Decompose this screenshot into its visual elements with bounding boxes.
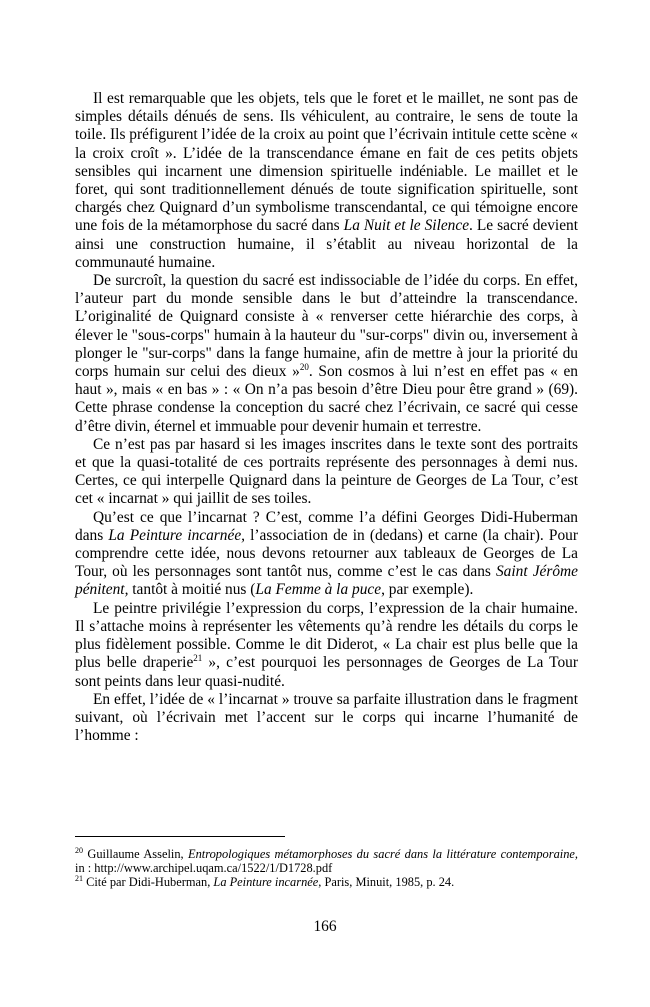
text-run: , par exemple). (381, 581, 474, 599)
text-run: Cité par Didi-Huberman, (83, 875, 214, 889)
italic-title: La Femme à la puce (255, 581, 382, 599)
italic-title: La Nuit et le Silence (343, 217, 470, 235)
footnote-ref: 21 (75, 873, 83, 883)
text-run: Il est remarquable que les objets, tels que le foret et le maillet, ne sont pas de simples détails dénués de sens. Ils véhiculent, au contraire, le sens de toute la toile. Ils préfigurent l’idée de la croix au point que l’écrivain intitule cette scène « la croix croît ». L’idée de la transcendance émane en fait de ces petits objets sensibles qui incarnent une dimension spirituelle indéniable. Le maillet et le foret, qui sont traditionnellement dénués de toute signification spirituelle, sont chargés chez Quignard d’un symbolisme transcendantal, ce qui témoigne encore une fois de la métamorphose du sacré dans (75, 90, 578, 235)
italic-title: La Peinture incarnée, (108, 526, 246, 544)
text-run: En effet, l’idée de « l’incarnat » trouve sa parfaite illustration dans le fragment suivant, où l’écrivain met l’accent sur le corps qui incarne l’humanité de l’homme : (75, 690, 578, 745)
footnotes (75, 836, 578, 889)
italic-title: Entropologiques métamorphoses du sacré dans la littérature contemporaine, (188, 847, 578, 861)
footnote-separator (75, 836, 285, 837)
footnote-ref: 20 (75, 845, 83, 855)
paragraph (75, 691, 578, 746)
text-run: , Paris, Minuit, 1985, p. 24. (318, 875, 455, 889)
text-run: De surcroît, la question du sacré est indissociable de l’idée du corps. En effet, l’auteur part du monde sensible dans le but d’atteindre la transcendance. L’originalité de Quignard consiste à « renverser cette hiérarchie des corps, à élever le "sous-corps" humain à la hauteur du "sur-corps" divin ou, inversement à plonger le "sur-corps" dans la fange humaine, afin de mettre à jour la priorité du corps humain sur celui des dieux » (75, 272, 578, 381)
text-run: », c’est pourquoi les personnages de Georges de La Tour sont peints dans leur quasi-nudité. (75, 654, 578, 690)
text-run: . Le sacré devient ainsi une construction humaine, il s’établit au niveau horizontal de la communauté humaine. (75, 217, 578, 271)
body-text (75, 90, 578, 745)
italic-title: Saint Jérôme pénitent, (75, 563, 579, 599)
footnote (75, 847, 578, 875)
text-run: Le peintre privilégie l’expression du corps, l’expression de la chair humaine. Il s’attache moins à représenter les vêtements qu’à rendre les détails du corps le plus fidèlement possible. Comme le dit Diderot, « La chair est plus belle que la plus belle draperie (75, 599, 578, 672)
footnote-ref: 21 (193, 653, 203, 664)
paragraph (75, 509, 578, 600)
text-run: . Son cosmos à lui n’est en effet pas « en haut », mais « en bas » : « On n’a pas besoin d’être Dieu pour être grand » (69). Cette phrase condense la conception du sacré chez l’écrivain, ce sacré qui cesse d’être divin, éternel et immuable pour devenir humain et terrestre. (75, 363, 578, 435)
paragraph (75, 436, 578, 509)
text-run: Qu’est ce que l’incarnat ? C’est, comme l’a défini Georges Didi-Huberman dans (75, 508, 578, 544)
paragraph (75, 272, 578, 436)
text-run: tantôt à moitié nus ( (128, 581, 256, 599)
footnote-ref: 20 (299, 361, 309, 372)
page-number: 166 (313, 918, 337, 935)
footnote (75, 875, 578, 889)
text-run: Ce n’est pas par hasard si les images inscrites dans le texte sont des portraits et que la quasi-totalité de ces portraits représente des personnages à demi nus. Certes, ce qui interpelle Quignard dans la peinture de Georges de La Tour, c’est cet « incarnat » qui jaillit de ses toiles. (75, 435, 578, 508)
paragraph (75, 90, 578, 272)
text-run: Guillaume Asselin, (83, 847, 188, 861)
text-run: l’association de in (dedans) et carne (la chair). Pour comprendre cette idée, nous devons retourner aux tableaux de Georges de La Tour, où les personnages sont tantôt nus, comme c’est le cas dans (75, 526, 578, 581)
text-run: in : http://www.archipel.uqam.ca/1522/1/D1728.pdf (75, 861, 333, 875)
italic-title: La Peinture incarnée (213, 875, 319, 889)
paragraph (75, 600, 578, 691)
